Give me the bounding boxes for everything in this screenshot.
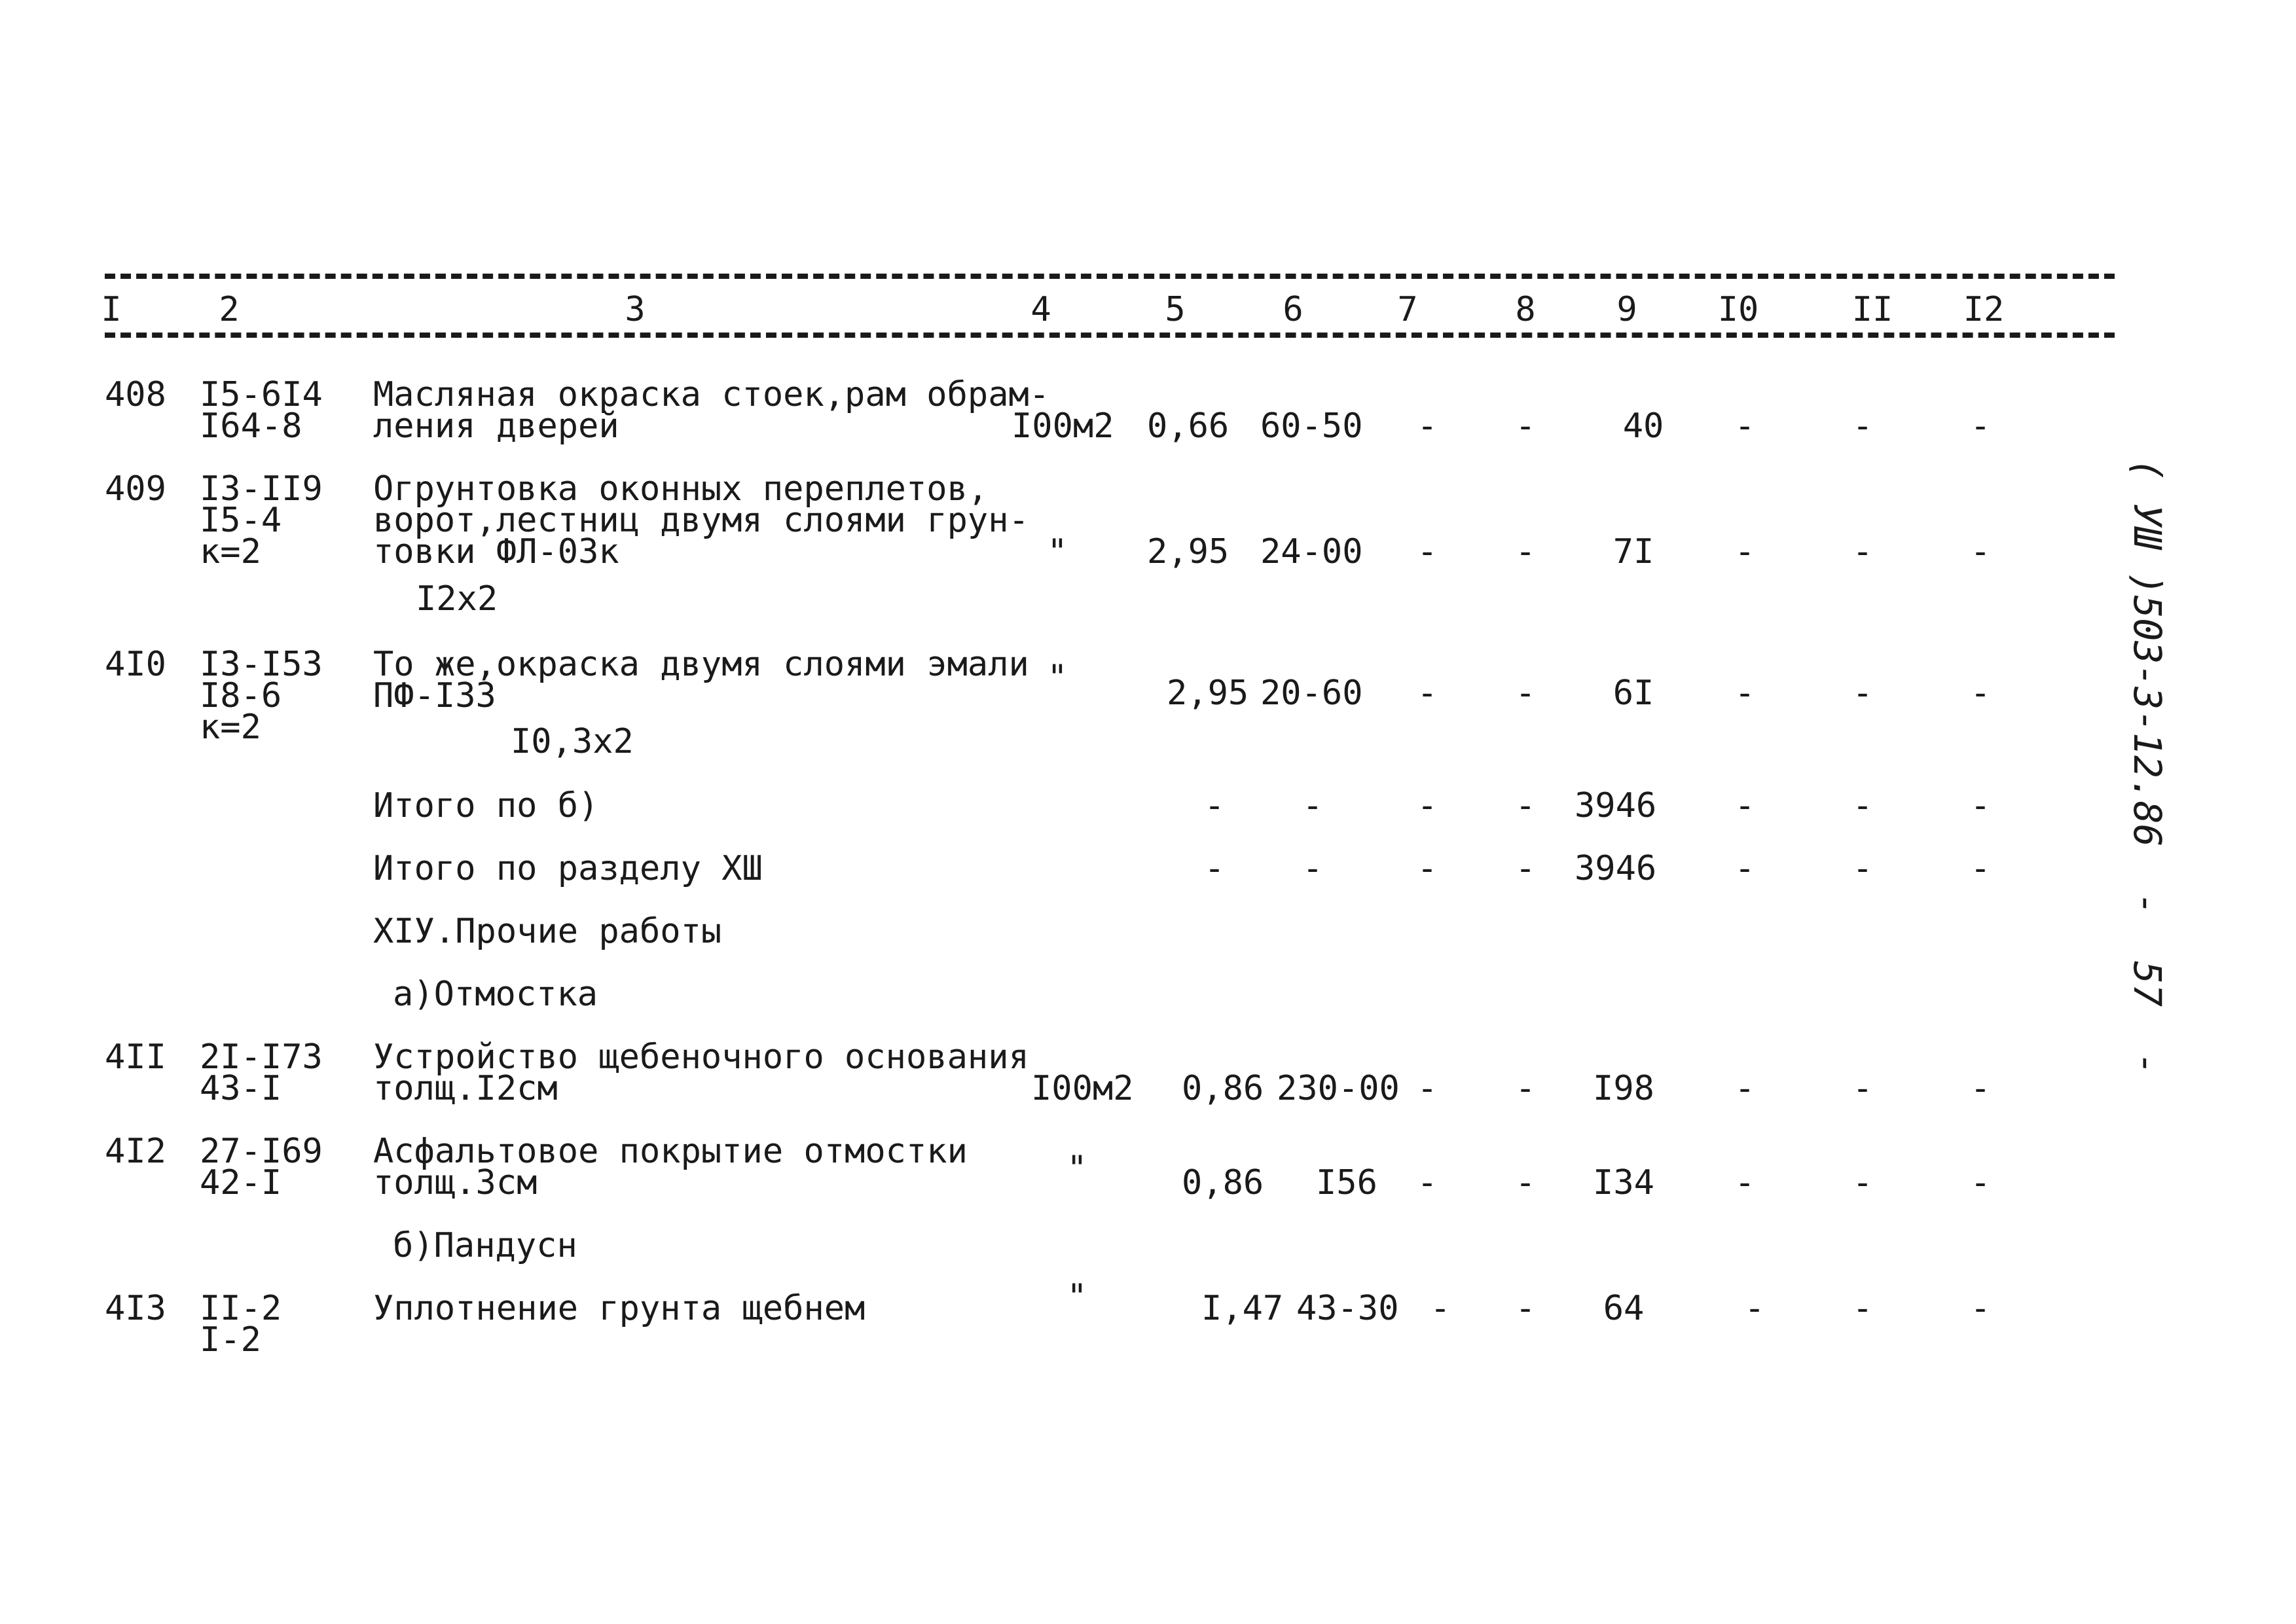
row-col12: -	[1970, 1289, 1991, 1328]
row-number: 4I2	[105, 1132, 166, 1171]
row-quantity: 2,95	[1167, 674, 1249, 713]
total-col10: -	[1734, 786, 1755, 825]
row-col11: -	[1852, 1069, 1873, 1108]
header-col-11: II	[1851, 290, 1893, 329]
row-quantity: 0,86	[1182, 1163, 1264, 1202]
total-col6: -	[1302, 786, 1323, 825]
side-note-text: ( УШ )503-3-12.86 - 57 -	[2125, 458, 2170, 1075]
header-col-9: 9	[1616, 290, 1637, 329]
row-price: 230-00	[1277, 1069, 1400, 1108]
row-description: Масляная окраска стоек,рам обрам-	[373, 375, 1050, 414]
row-col10: -	[1734, 1163, 1755, 1202]
side-note	[2125, 458, 2170, 1075]
row-col8: -	[1515, 532, 1536, 571]
row-col11: -	[1852, 1163, 1873, 1202]
row-price: 24-00	[1260, 532, 1363, 571]
row-cost: 64	[1603, 1289, 1645, 1328]
total-col11: -	[1852, 786, 1873, 825]
subsection-title: а)Отмостка	[393, 975, 598, 1014]
row-unit: "	[1047, 532, 1068, 571]
row-code: I3-II9	[200, 469, 323, 509]
row-code: I8-6	[200, 676, 282, 715]
header-col-7: 7	[1397, 290, 1418, 329]
row-code: к=2	[200, 532, 261, 571]
row-col11: -	[1852, 1289, 1873, 1328]
total-cost: 3946	[1575, 786, 1657, 825]
row-number: 4I0	[105, 645, 166, 684]
row-description: ворот,лестниц двумя слоями грун-	[373, 501, 1029, 540]
total-col12: -	[1970, 786, 1991, 825]
total-col7: -	[1417, 786, 1438, 825]
total-cost: 3946	[1575, 849, 1657, 888]
total-col5: -	[1204, 849, 1225, 888]
row-col12: -	[1970, 532, 1991, 571]
row-code: 27-I69	[200, 1132, 323, 1171]
row-col7: -	[1417, 1069, 1438, 1108]
row-cost: I34	[1593, 1163, 1654, 1202]
row-col7: -	[1417, 1163, 1438, 1202]
row-unit: I00м2	[1011, 406, 1114, 446]
row-col7: -	[1417, 406, 1438, 446]
row-description: толщ.I2см	[373, 1069, 558, 1108]
row-price: 43-30	[1296, 1289, 1399, 1328]
row-col8: -	[1515, 1069, 1536, 1108]
row-col11: -	[1852, 674, 1873, 713]
row-number: 409	[105, 469, 166, 509]
row-col10: -	[1744, 1289, 1765, 1328]
row-col7: -	[1417, 532, 1438, 571]
row-description: ления дверей	[373, 406, 619, 446]
total-col5: -	[1204, 786, 1225, 825]
row-quantity: 2,95	[1147, 532, 1230, 571]
row-col12: -	[1970, 1163, 1991, 1202]
row-quantity: 0,66	[1147, 406, 1230, 446]
row-code: I-2	[200, 1320, 261, 1360]
row-description: Уплотнение грунта щебнем	[373, 1289, 866, 1328]
row-unit: "	[1047, 658, 1068, 697]
row-note: I2х2	[416, 579, 498, 619]
row-code: I5-6I4	[200, 375, 323, 414]
total-col6: -	[1302, 849, 1323, 888]
total-col8: -	[1515, 849, 1536, 888]
total-col11: -	[1852, 849, 1873, 888]
row-note: I0,3х2	[511, 722, 634, 761]
total-label: Итого по разделу ХШ	[373, 849, 763, 888]
row-number: 408	[105, 375, 166, 414]
row-description: То же,окраска двумя слоями эмали	[373, 645, 1029, 684]
header-col-10: I0	[1717, 290, 1759, 329]
row-quantity: 0,86	[1182, 1069, 1264, 1108]
row-code: 43-I	[200, 1069, 282, 1108]
row-col8: -	[1515, 674, 1536, 713]
row-code: I64-8	[200, 406, 302, 446]
row-col7: -	[1417, 674, 1438, 713]
total-col8: -	[1515, 786, 1536, 825]
row-col10: -	[1734, 406, 1755, 446]
row-cost: I98	[1593, 1069, 1654, 1108]
header-col-5: 5	[1165, 290, 1186, 329]
row-price: I56	[1316, 1163, 1377, 1202]
row-col8: -	[1515, 1289, 1536, 1328]
row-col10: -	[1734, 532, 1755, 571]
row-description: ПФ-I33	[373, 676, 496, 715]
total-col7: -	[1417, 849, 1438, 888]
header-col-4: 4	[1030, 290, 1051, 329]
row-col7: -	[1430, 1289, 1451, 1328]
subsection-title: б)Пандусн	[393, 1226, 577, 1265]
row-code: II-2	[200, 1289, 282, 1328]
row-cost: 40	[1622, 406, 1664, 446]
row-unit: "	[1066, 1277, 1087, 1316]
row-code: I3-I53	[200, 645, 323, 684]
header-col-1: I	[101, 290, 122, 329]
row-code: 2I-I73	[200, 1038, 323, 1077]
row-description: Огрунтовка оконных переплетов,	[373, 469, 989, 509]
row-col11: -	[1852, 406, 1873, 446]
row-col12: -	[1970, 674, 1991, 713]
total-col12: -	[1970, 849, 1991, 888]
row-unit: "	[1066, 1149, 1087, 1188]
row-col11: -	[1852, 532, 1873, 571]
row-description: Асфальтовое покрытие отмостки	[373, 1132, 968, 1171]
row-col10: -	[1734, 674, 1755, 713]
row-col8: -	[1515, 406, 1536, 446]
total-col10: -	[1734, 849, 1755, 888]
header-col-3: 3	[625, 290, 646, 329]
row-description: товки ФЛ-03к	[373, 532, 619, 571]
row-price: 20-60	[1260, 674, 1363, 713]
row-number: 4II	[105, 1038, 166, 1077]
row-number: 4I3	[105, 1289, 166, 1328]
row-col12: -	[1970, 406, 1991, 446]
header-col-8: 8	[1515, 290, 1536, 329]
row-cost: 7I	[1613, 532, 1654, 571]
header-top-rule	[105, 274, 2115, 279]
row-description: толщ.3см	[373, 1163, 538, 1202]
section-title: ХIУ.Прочие работы	[373, 912, 722, 951]
row-description: Устройство щебеночного основания	[373, 1038, 1029, 1077]
header-col-12: I2	[1963, 290, 2005, 329]
row-col8: -	[1515, 1163, 1536, 1202]
header-bottom-rule	[105, 333, 2115, 338]
row-price: 60-50	[1260, 406, 1363, 446]
row-col10: -	[1734, 1069, 1755, 1108]
total-label: Итого по б)	[373, 786, 599, 825]
row-col12: -	[1970, 1069, 1991, 1108]
row-code: 42-I	[200, 1163, 282, 1202]
row-code: I5-4	[200, 501, 282, 540]
row-unit: I00м2	[1031, 1069, 1134, 1108]
header-col-2: 2	[219, 290, 240, 329]
row-cost: 6I	[1613, 674, 1654, 713]
header-col-6: 6	[1283, 290, 1303, 329]
row-quantity: I,47	[1201, 1289, 1284, 1328]
row-code: к=2	[200, 708, 261, 747]
